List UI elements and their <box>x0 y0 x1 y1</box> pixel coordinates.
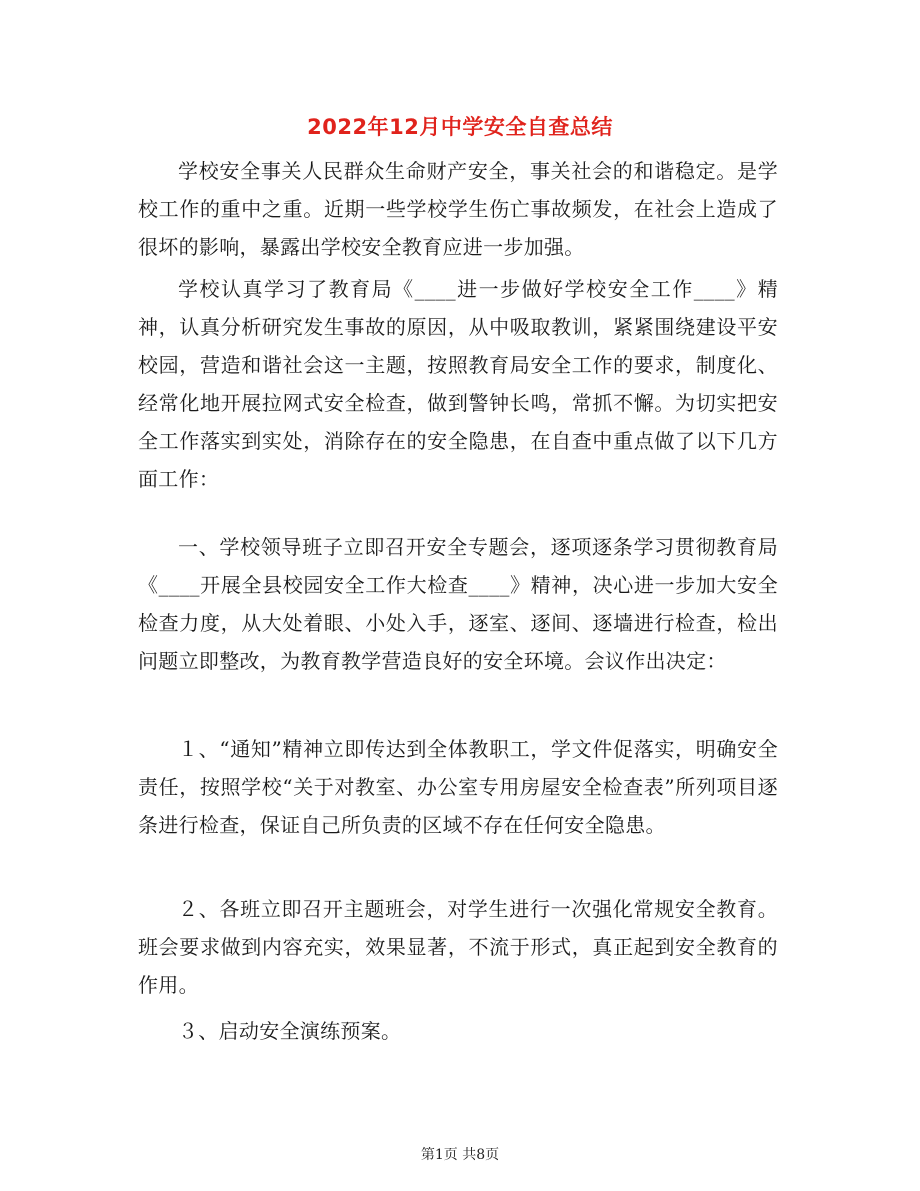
paragraph-item-3: ３、启动安全演练预案。 <box>178 1019 402 1043</box>
paragraph-item-2: ２、各班立即召开主题班会，对学生进行一次强化常规安全教育。班会要求做到内容充实，效果显著，不流于形式，真正起到安全教育的作用。 <box>138 897 778 997</box>
document-title: 2022年12月中学安全自查总结 <box>307 115 613 139</box>
paragraph-item-1: １、“通知”精神立即传达到全体教职工，学文件促落实，明确安全责任，按照学校“关于对教室、办公室专用房屋安全检查表”所列项目逐条进行检查，保证自己所负责的区域不存在任何安全隐患。 <box>138 737 778 837</box>
paragraph-study: 学校认真学习了教育局《____进一步做好学校安全工作____》精神，认真分析研究发生事故的原因，从中吸取教训，紧紧围绕建设平安校园，营造和谐社会这一主题，按照教育局安全工作的要求，制度化、经常化地开展拉网式安全检查，做到警钟长鸣，常抓不懈。为切实把安全工作落实到实处，消除存在的安全隐患，在自查中重点做了以下几方面工作： <box>138 277 778 491</box>
paragraph-section-one: 一、学校领导班子立即召开安全专题会，逐项逐条学习贯彻教育局《____开展全县校园安全工作大检查____》精神，决心进一步加大安全检查力度，从大处着眼、小处入手，逐室、逐间、逐墙进行检查，检出问题立即整改，为教育教学营造良好的安全环境。会议作出决定： <box>138 535 778 673</box>
paragraph-intro: 学校安全事关人民群众生命财产安全，事关社会的和谐稳定。是学校工作的重中之重。近期一些学校学生伤亡事故频发，在社会上造成了很坏的影响，暴露出学校安全教育应进一步加强。 <box>138 159 778 259</box>
page-number-footer: 第1页 共8页 <box>420 1147 500 1163</box>
